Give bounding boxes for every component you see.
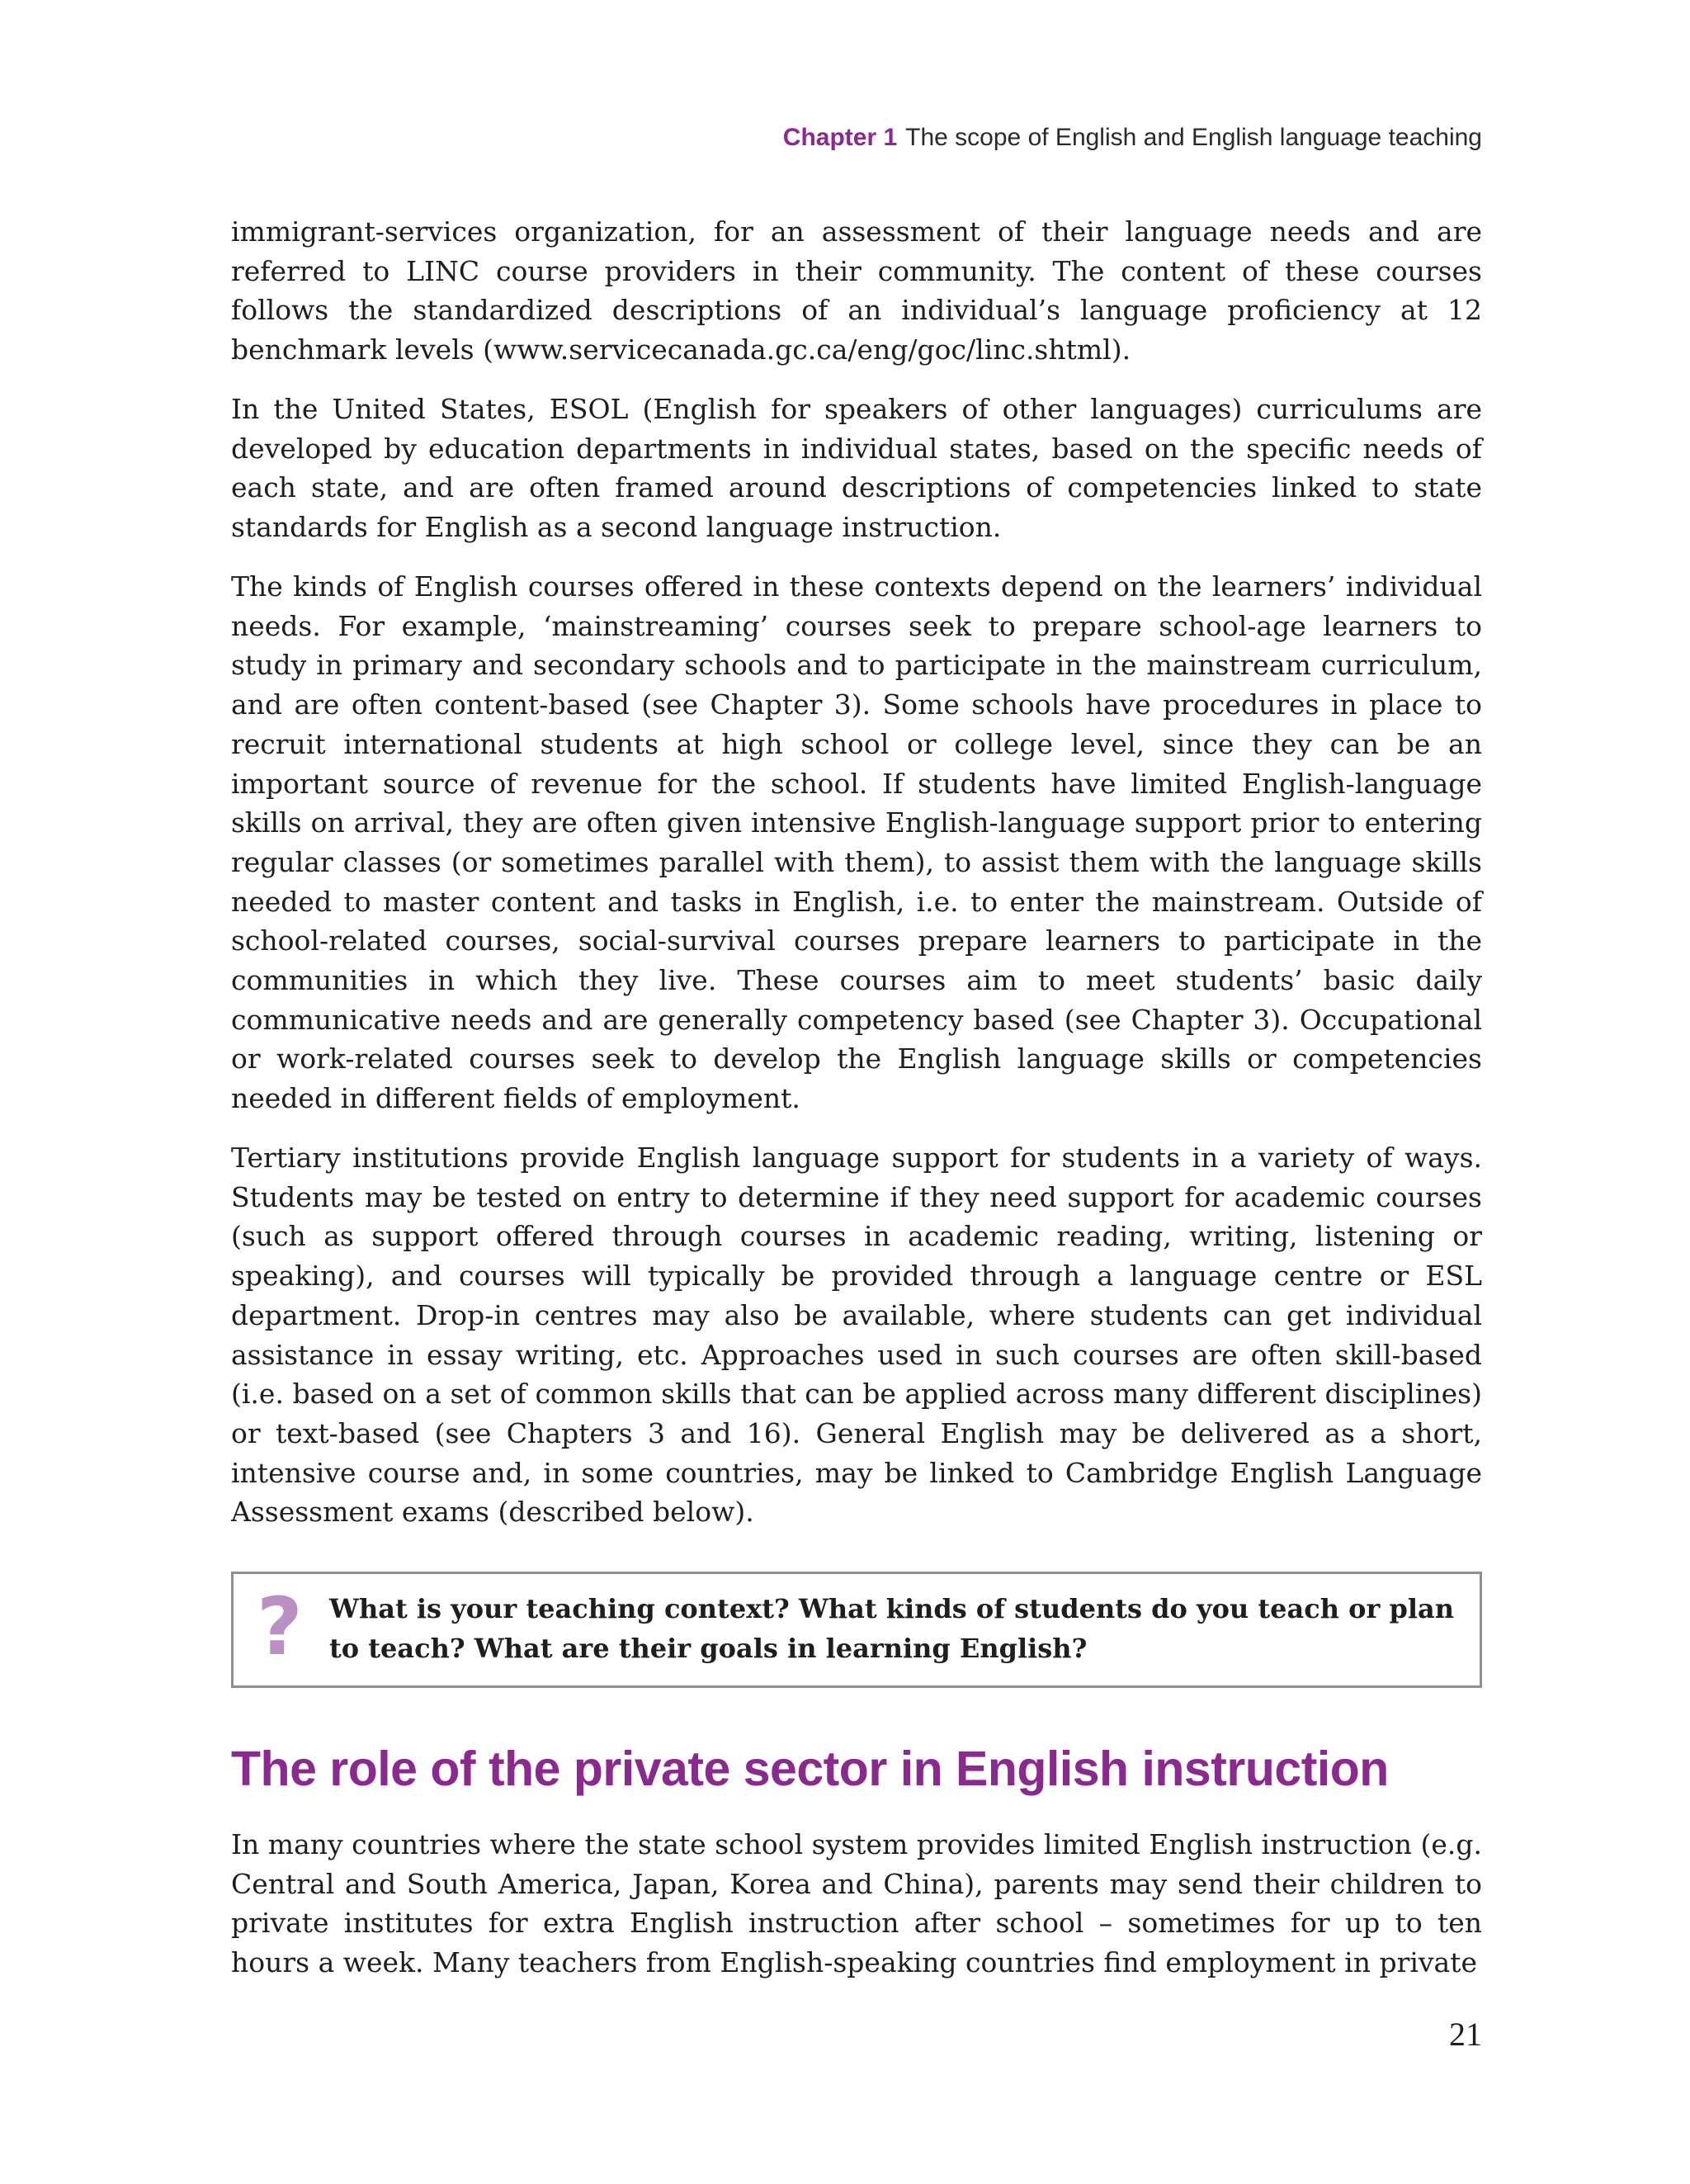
reflection-question-text: What is your teaching context? What kinds of students do you teach or plan to teach? What are their goals in learning English? [329, 1593, 1454, 1664]
question-mark-icon: ? [257, 1581, 303, 1673]
body-paragraph: In the United States, ESOL (English for speakers of other languages) curriculums are developed by education departments in individual states, based on the specific needs of each state, and are often framed around descriptions of competencies linked to state standards for English as a second language instruction. [231, 393, 1482, 544]
page-number: 21 [1449, 2016, 1482, 2053]
body-paragraph: Tertiary institutions provide English language support for students in a variety of ways. Students may be tested on entry to determine if they need support for academic courses (such as support offered through courses in academic reading, writing, listening or speaking), and courses will typically be provided through a language centre or ESL department. Drop-in centres may also be available, where students can get individual assistance in essay writing, etc. Approaches used in such courses are often skill-based (i.e. based on a set of common skills that can be applied across many different disciplines) or text-based (see Chapters 3 and 16). General English may be delivered as a short, intensive course and, in some countries, may be linked to Cambridge English Language Assessment exams (described below). [231, 1142, 1482, 1529]
body-paragraph: In many countries where the state school system provides limited English instruction (e.g. Central and South America, Japan, Korea and China), parents may send their children to private institutes for extra English instruction after school – sometimes for up to ten hours a week. Many teachers from English-speaking countries find employment in private [231, 1828, 1482, 1979]
chapter-title: The scope of English and English language teaching [905, 124, 1482, 151]
body-paragraph: immigrant-services organization, for an assessment of their language needs and are referred to LINC course providers in their community. The content of these courses follows the standardized descriptions of an individual’s language proficiency at 12 benchmark levels (www.servicecanada.gc.ca/eng/goc/linc.shtml). [231, 215, 1482, 366]
reflection-question-box [231, 1572, 1482, 1688]
chapter-label: Chapter 1 [782, 124, 898, 151]
section-heading: The role of the private sector in English instruction [231, 1742, 1389, 1796]
body-paragraph: The kinds of English courses offered in these contexts depend on the learners’ individual needs. For example, ‘mainstreaming’ courses seek to prepare school-age learners to study in primary and secondary schools and to participate in the mainstream curriculum, and are often content-based (see Chapter 3). Some schools have procedures in place to recruit international students at high school or college level, since they can be an important source of revenue for the school. If students have limited English-language skills on arrival, they are often given intensive English-language support prior to entering regular classes (or sometimes parallel with them), to assist them with the language skills needed to master content and tasks in English, i.e. to enter the mainstream. Outside of school-related courses, social-survival courses prepare learners to participate in the communities in which they live. These courses aim to meet students’ basic daily communicative needs and are generally competency based (see Chapter 3). Occupational or work-related courses seek to develop the English language skills or competencies needed in different fields of employment. [231, 570, 1482, 1115]
running-header [231, 124, 1482, 152]
